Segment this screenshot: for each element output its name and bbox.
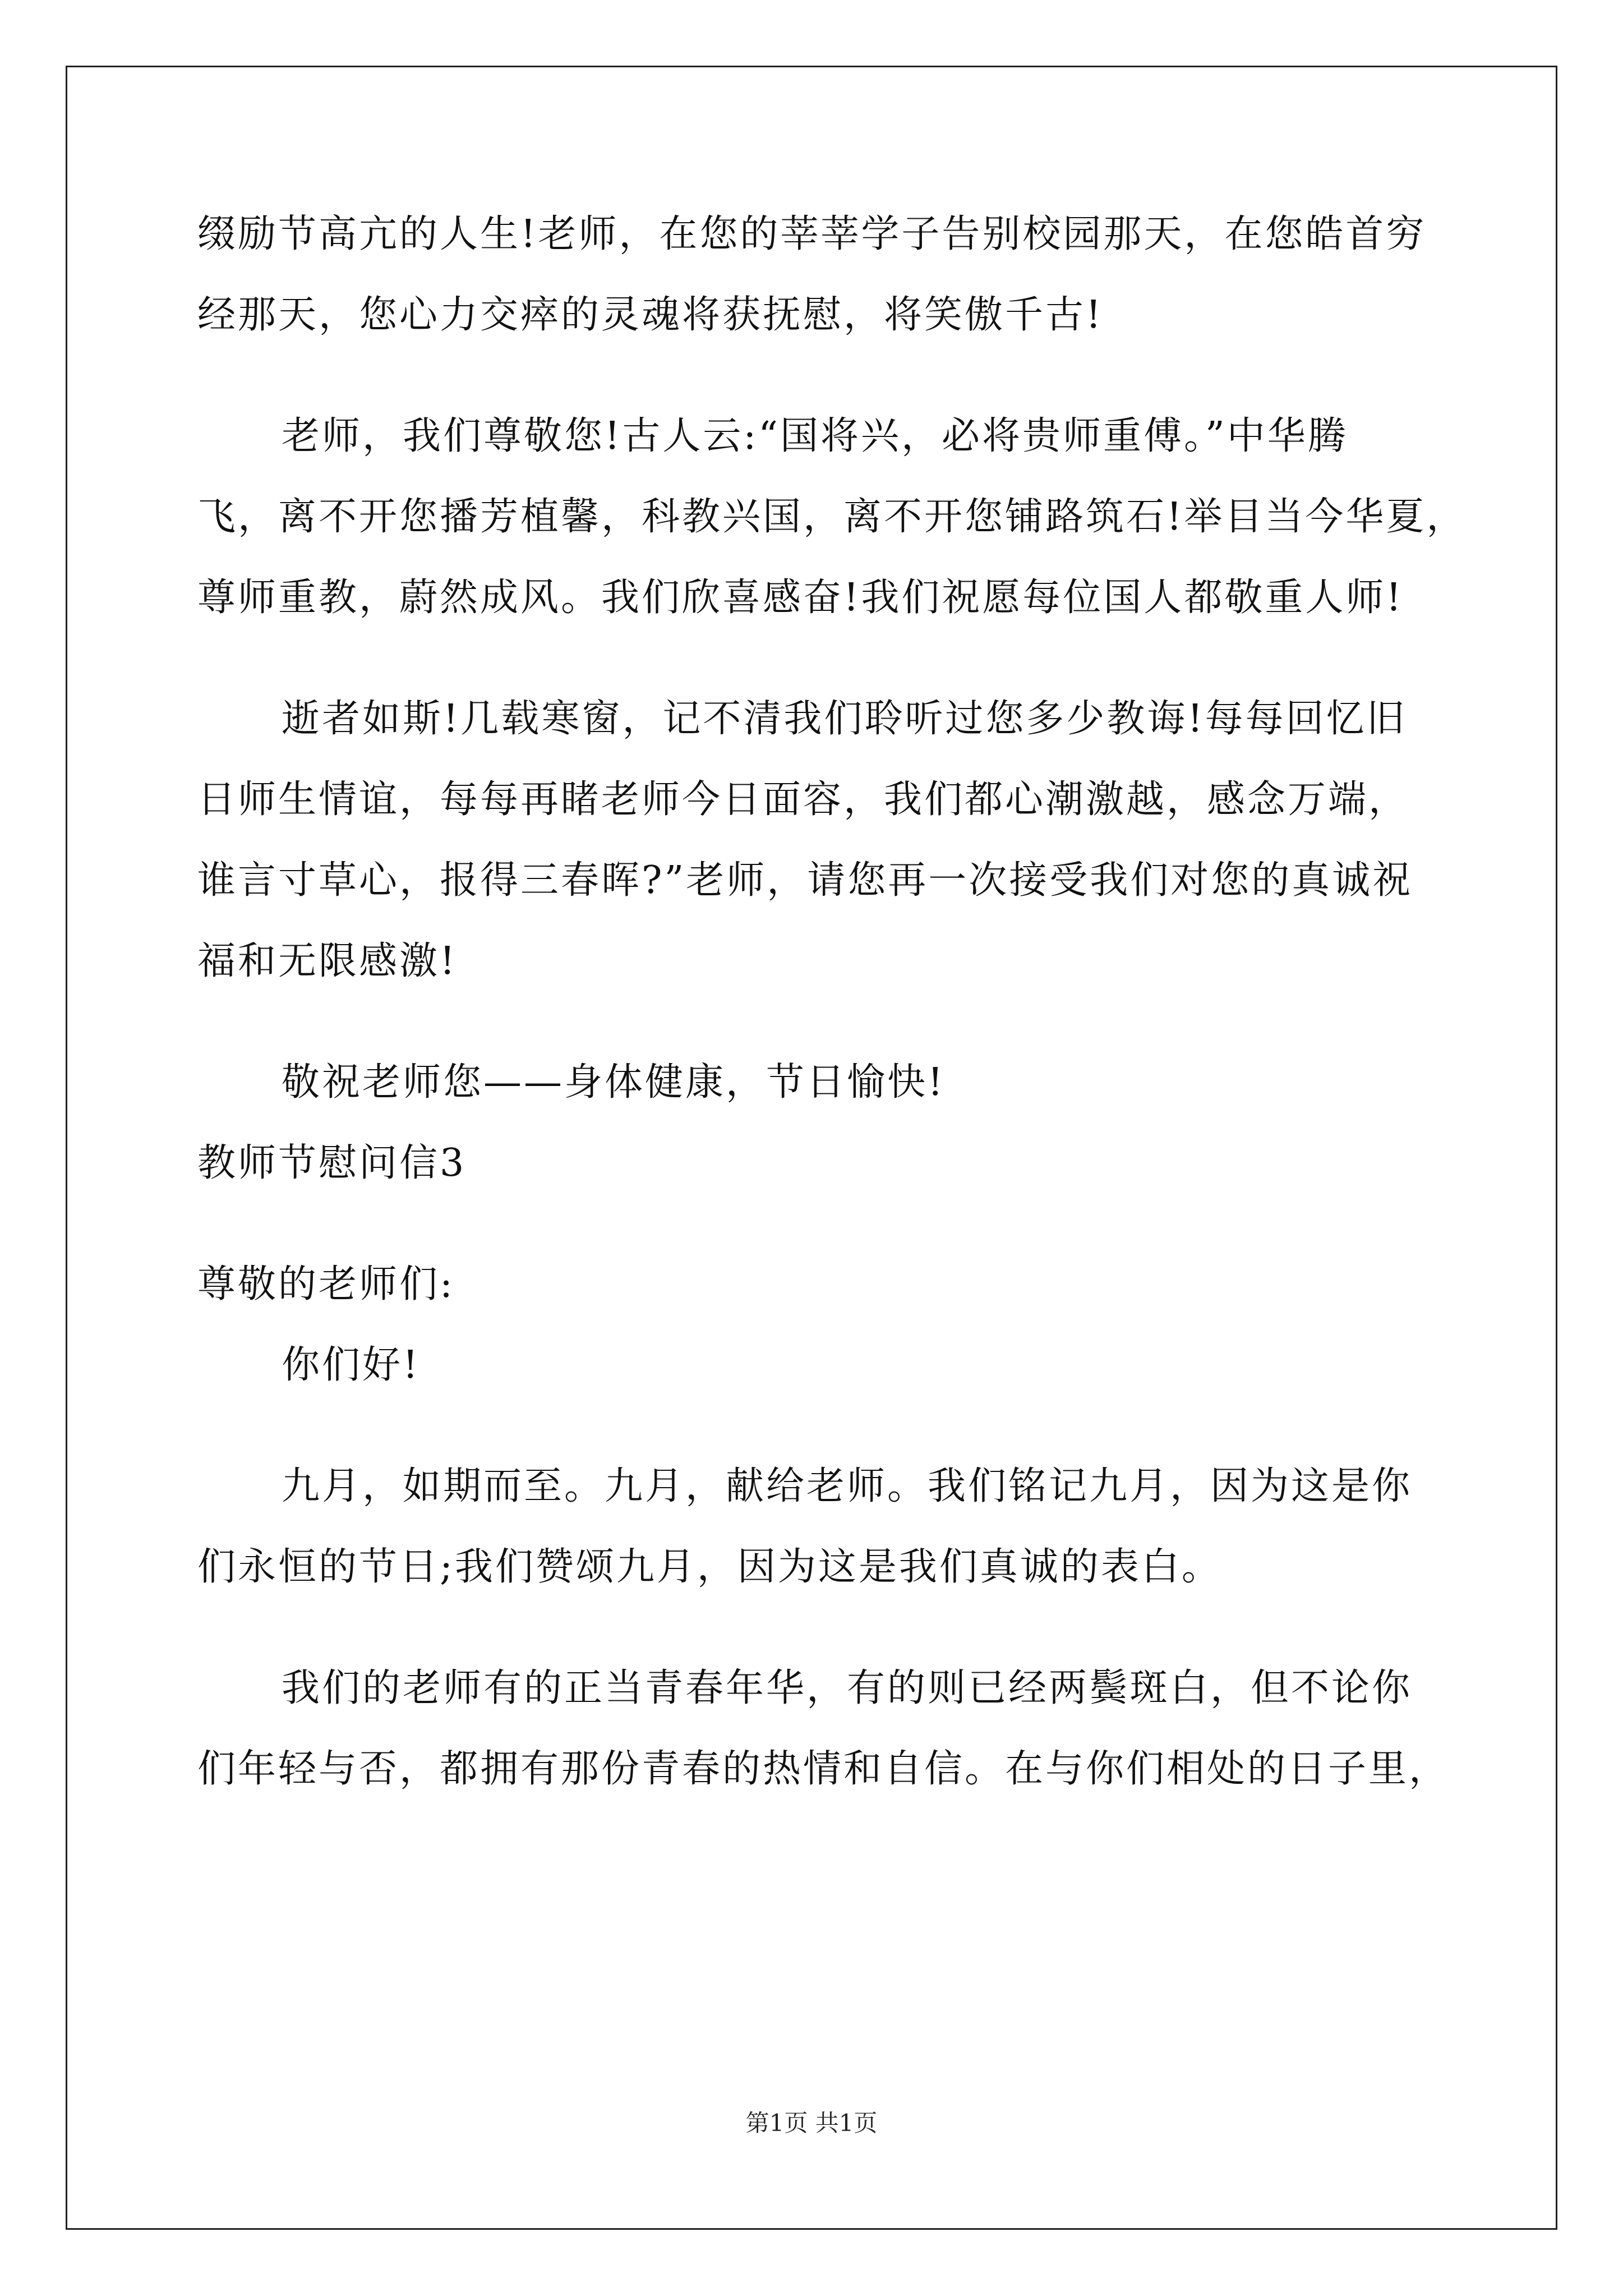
section-heading: 教师节慰问信3 [197,1141,467,1185]
text-line: 飞，离不开您播芳植馨，科教兴国，离不开您铺路筑石!举目当今华夏， [197,495,1467,539]
text-line: 九月，如期而至。九月，献给老师。我们铭记九月，因为这是你 [282,1464,1413,1508]
text-line: 们年轻与否，都拥有那份青春的热情和自信。在与你们相处的日子里， [197,1747,1450,1791]
greeting: 你们好! [282,1343,421,1387]
text-line: 们永恒的节日;我们赞颂九月，因为这是我们真诚的表白。 [197,1545,1222,1589]
text-line: 谁言寸草心，报得三春晖?”老师，请您再一次接受我们对您的真诚祝 [197,858,1413,903]
text-line: 尊师重教，蔚然成风。我们欣喜感奋!我们祝愿每位国人都敬重人师! [197,576,1404,620]
text-line: 经那天，您心力交瘁的灵魂将获抚慰，将笑傲千古! [197,293,1104,337]
text-line: 老师，我们尊敬您!古人云:“国将兴，必将贵师重傅。”中华腾 [282,414,1348,458]
text-line: 福和无限感激! [197,939,458,983]
text-line: 我们的老师有的正当青春年华，有的则已经两鬓斑白，但不论你 [282,1666,1413,1710]
text-line: 敬祝老师您——身体健康，节日愉快! [282,1060,946,1105]
salutation: 尊敬的老师们: [197,1262,455,1306]
page-footer: 第1页 共1页 [745,2109,878,2137]
text-line: 缀励节高亢的人生!老师，在您的莘莘学子告别校园那天，在您皓首穷 [197,212,1427,256]
text-line: 逝者如斯!几载寒窗，记不清我们聆听过您多少教诲!每每回忆旧 [282,697,1407,741]
text-line: 日师生情谊，每每再睹老师今日面容，我们都心潮激越，感念万端， [197,777,1409,822]
